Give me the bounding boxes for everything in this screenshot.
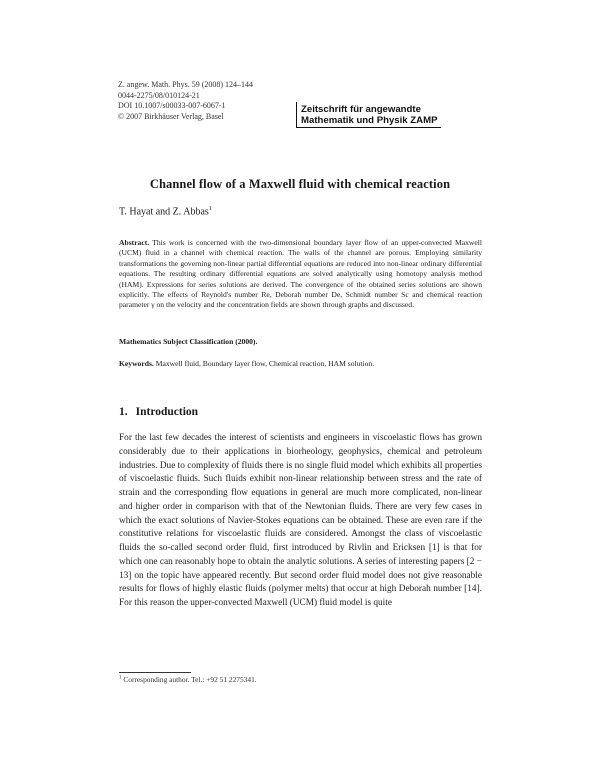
journal-line: Zeitschrift für angewandte: [301, 104, 421, 115]
author-names: T. Hayat and Z. Abbas: [119, 206, 209, 218]
footnote: [119, 675, 257, 684]
paper-title: Channel flow of a Maxwell fluid with chemical reaction: [149, 177, 451, 191]
abstract: [119, 238, 482, 311]
journal-name-box: [296, 102, 441, 128]
section-title: Introduction: [135, 406, 199, 418]
journal-line: Mathematik und Physik ZAMP: [301, 115, 438, 126]
abstract-text: This work is concerned with the two-dimensional boundary layer flow of an upper-convected Maxwell (UCM) fluid in a channel with chemical reaction. The walls of the channel are porous. Employing similarity transformations the governing non-linear partial differential equations are reduced into non-linear ordinary differential equations. The resulting ordinary differential equations are solved analytically using homotopy analysis method (HAM). Expressions for series solutions are derived. The convergence of the obtained series solutions are shown explicitly. The effects of Reynold's number Re, Deborah number De, Schmidt number Sc and chemical reaction parameter γ on the velocity and the concentration fields are shown through graphs and discussed.: [119, 238, 483, 310]
footnote-text: Corresponding author. Tel.: +92 51 2275341.: [123, 675, 257, 684]
footnote-mark: 1: [119, 675, 122, 681]
keywords-text: Maxwell fluid, Boundary layer flow, Chemical reaction, HAM solution.: [155, 359, 375, 368]
abstract-label: Abstract.: [119, 238, 150, 247]
author-line: [119, 205, 212, 217]
citation-line: Z. angew. Math. Phys. 59 (2008) 124–144: [118, 80, 254, 89]
section-heading: [119, 406, 198, 418]
section-number: 1.: [119, 406, 128, 418]
citation-line: 0044-2275/08/010124-21: [118, 90, 200, 100]
body-paragraph: For the last few decades the interest of scientists and engineers in viscoelastic flows has grown considerably due to their applications in biorheology, geophysics, chemical and petroleum industries. Due to complexity of fluids there is no single fluid model which exhibits all properties of viscoelastic fluids. Such fluids exhibit non-linear relationship between stress and the rate of strain and the corresponding flow equations in general are much more complicated, non-linear and higher order in comparison with that of the Newtonian fluids. There are very few cases in which the exact solutions of Navier-Stokes equations can be obtained. These are even rare if the constitutive relations for viscoelastic fluids are considered. Amongst the class of viscoelastic fluids the so-called second order fluid, first introduced by Rivlin and Ericksen [1] is that for which one can reasonably hope to obtain the analytic solutions. A series of interesting papers [2 − 13] on the topic have appeared recently. But second order fluid model does not give reasonable results for flows of highly elastic fluids (polymer melts) that occur at high Deborah number [14]. For this reason the upper-convected Maxwell (UCM) fluid model is quite: [119, 433, 482, 608]
msc-heading: Mathematics Subject Classification (2000).: [119, 337, 258, 346]
keywords: [119, 359, 482, 368]
footnote-divider: [119, 672, 191, 673]
keywords-label: Keywords.: [119, 359, 154, 368]
citation-line: DOI 10.1007/s00033-007-6067-1: [118, 101, 226, 111]
citation-line: © 2007 Birkhäuser Verlag, Basel: [118, 111, 224, 121]
author-footnote-mark: 1: [208, 205, 213, 212]
citation-block: [118, 80, 253, 122]
